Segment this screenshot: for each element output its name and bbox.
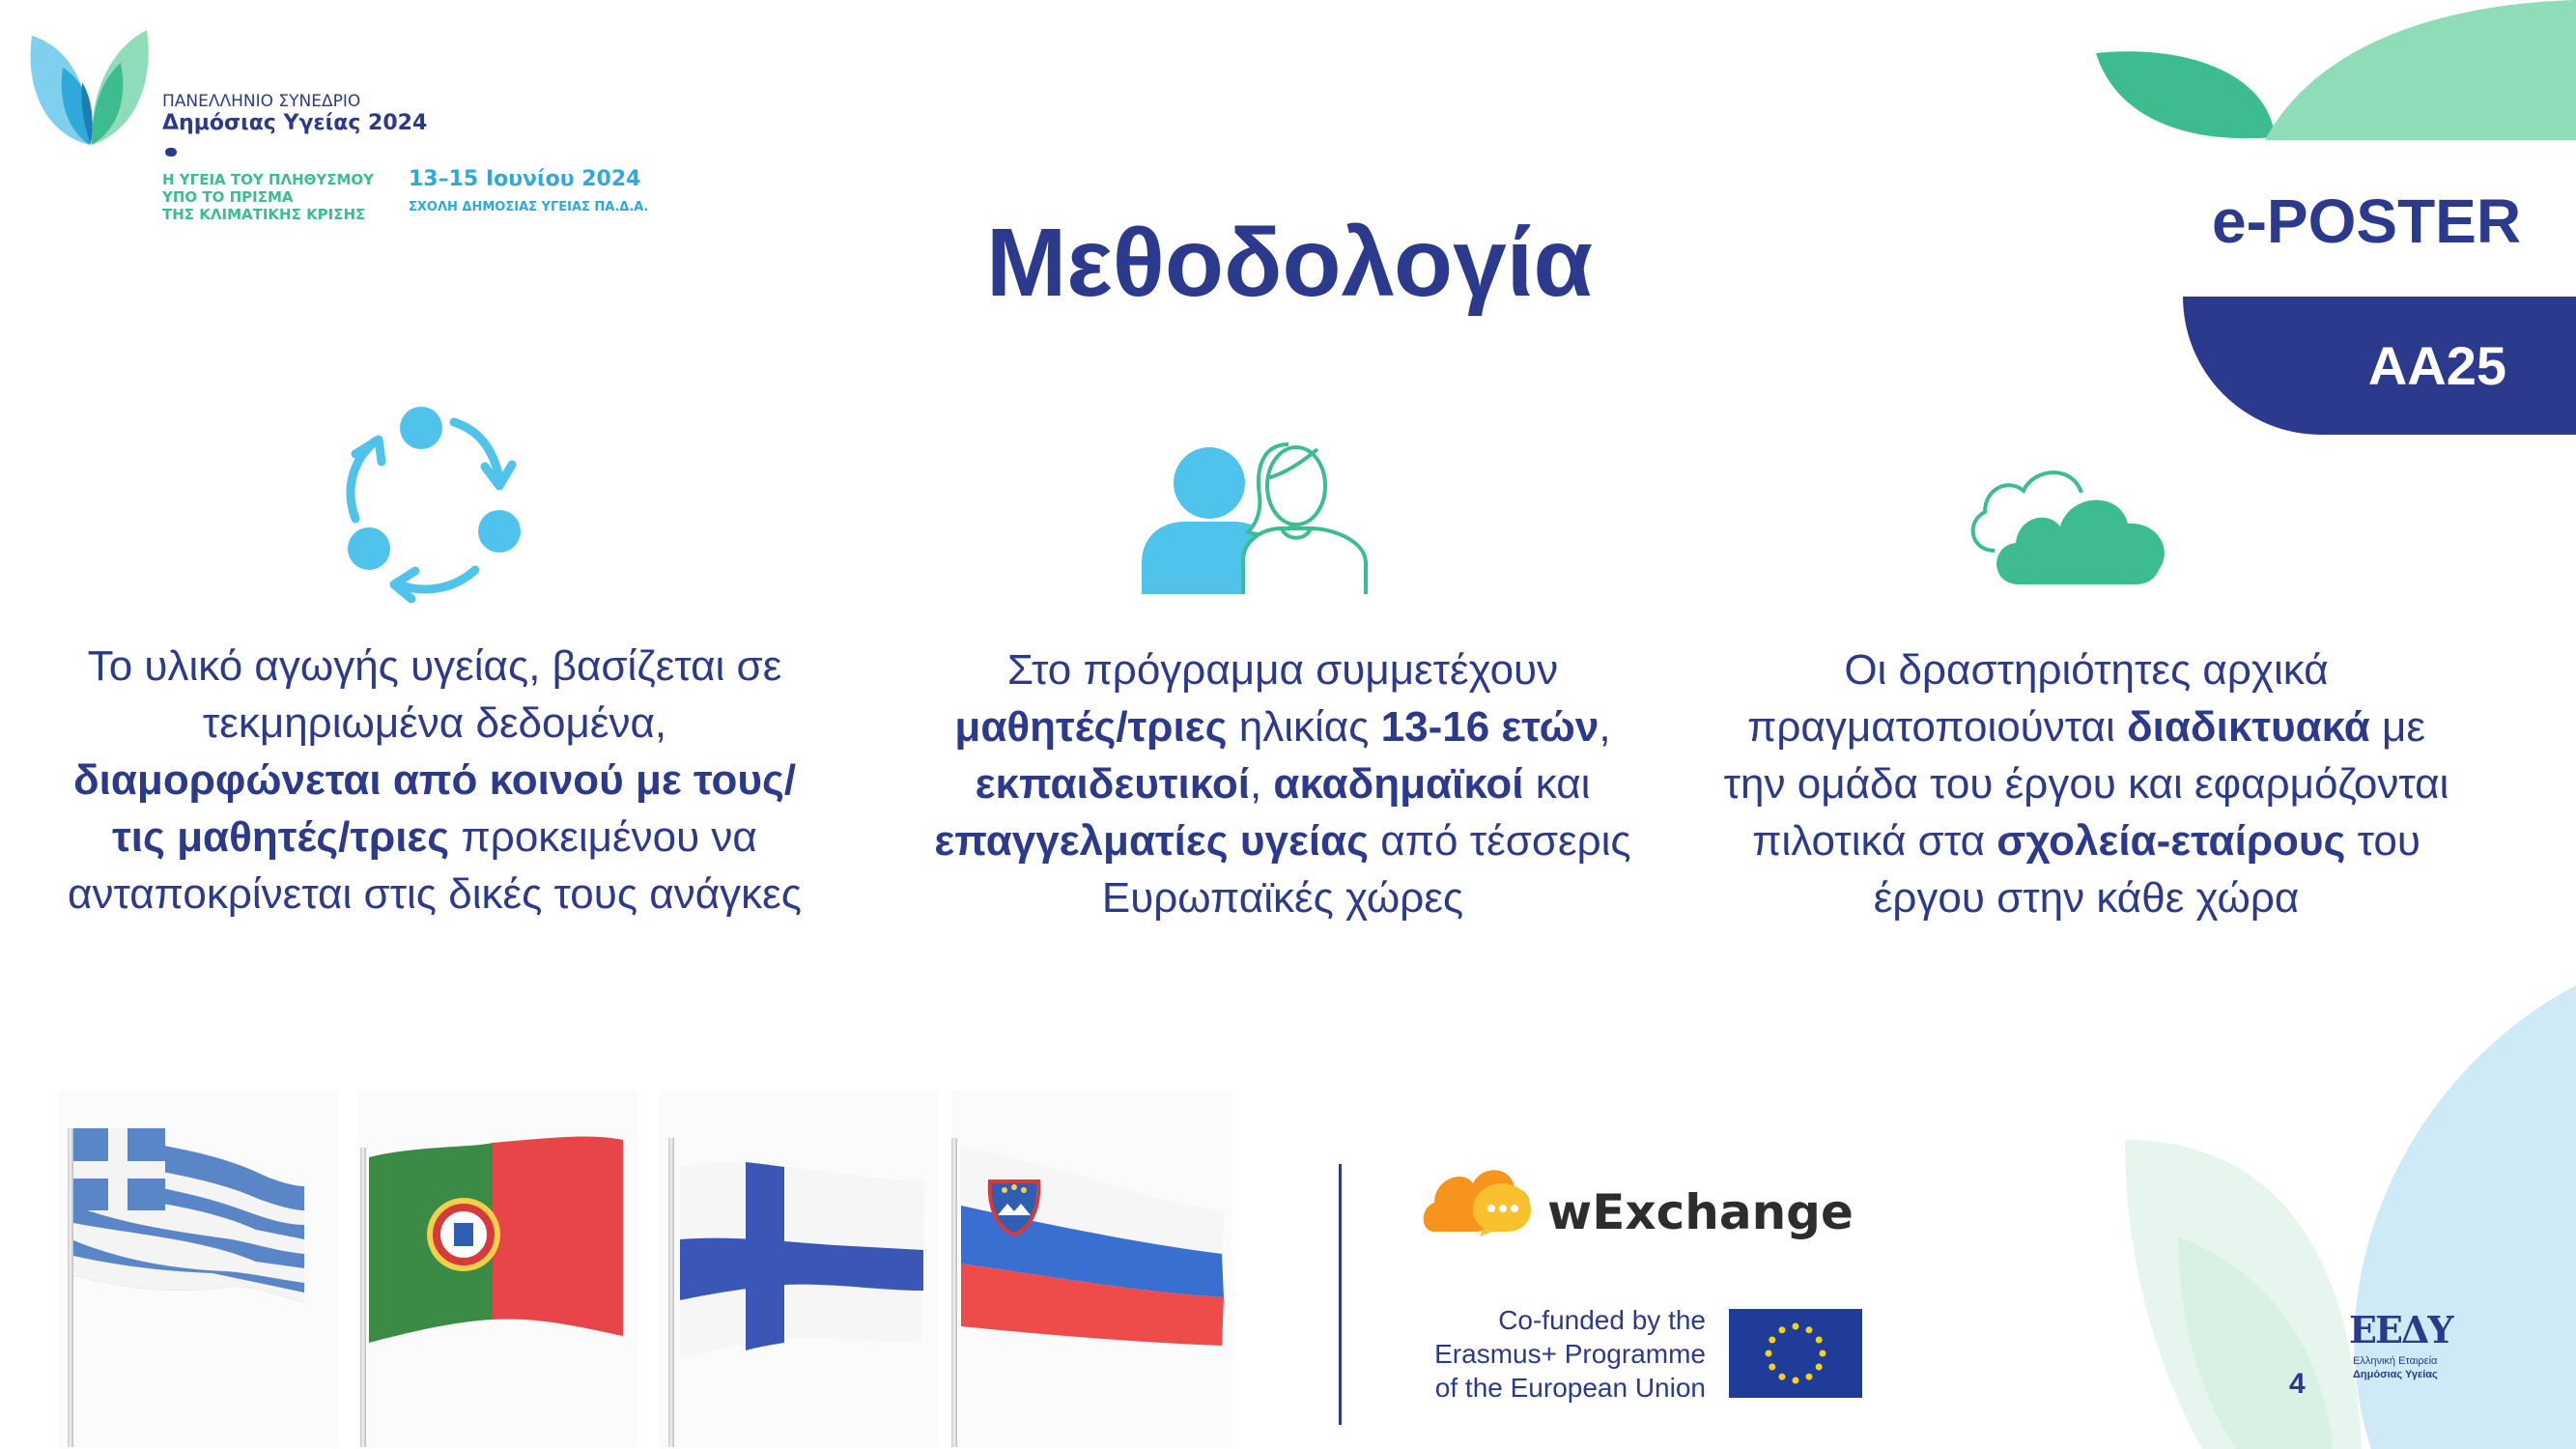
vertical-divider — [1339, 1164, 1342, 1425]
eu-star-icon — [1769, 1364, 1775, 1371]
greece-flag — [58, 1090, 338, 1447]
eu-star-icon — [1820, 1350, 1826, 1357]
eu-star-icon — [1816, 1337, 1823, 1344]
emphasis-text: διαμορφώνεται από κοινού με τους/τις μαθητές/τριες — [72, 756, 797, 861]
eu-star-icon — [1769, 1337, 1775, 1344]
conference-dates: 13–15 Ιουνίου 2024 — [409, 167, 641, 191]
eposter-code: ΑΑ25 — [2367, 335, 2506, 396]
society-name-line1: Ελληνική Εταιρεία — [2353, 1355, 2438, 1367]
eu-star-icon — [1816, 1364, 1823, 1371]
page-title: Μεθοδολογία — [986, 209, 1593, 317]
body-text: και — [1523, 760, 1591, 808]
wexchange-logo-icon — [1420, 1154, 1536, 1236]
eu-star-icon — [1806, 1326, 1813, 1333]
society-logo — [2347, 1309, 2463, 1386]
conference-logo — [24, 24, 662, 227]
funding-line-1: Co-funded by the — [1498, 1305, 1706, 1335]
people-icon — [1142, 440, 1373, 594]
conference-venue: ΣΧΟΛΗ ΔΗΜΟΣΙΑΣ ΥΓΕΙΑΣ ΠΑ.Δ.Α. — [409, 200, 649, 214]
emphasis-text: σχολεία-εταίρους — [1996, 817, 2346, 865]
methodology-text-2 — [916, 641, 1650, 926]
eu-flag-icon — [1729, 1309, 1862, 1398]
theme-line-2: ΥΠΟ ΤΟ ΠΡΙΣΜΑ — [162, 188, 294, 206]
page-number: 4 — [2289, 1368, 2306, 1400]
emphasis-text: 13-16 ετών — [1380, 703, 1599, 751]
methodology-text-3 — [1719, 641, 2453, 926]
emphasis-text: ακαδημαϊκοί — [1273, 760, 1524, 808]
body-text: από τέσσερις Ευρωπαϊκές χώρες — [1101, 817, 1631, 922]
cycle-icon — [338, 401, 531, 604]
finland-flag — [659, 1090, 939, 1447]
emphasis-text: διαδικτυακά — [2126, 703, 2370, 751]
body-text: με την ομάδα του έργου και εφαρμόζονται πιλοτικά στα — [1723, 703, 2449, 865]
eu-star-icon — [1766, 1350, 1772, 1357]
eposter-label: e-POSTER — [2212, 186, 2522, 256]
funding-line-3: of the European Union — [1434, 1373, 1706, 1403]
dot-divider — [165, 148, 177, 156]
top-right-leaf-decoration — [2077, 0, 2576, 145]
eu-star-icon — [1779, 1374, 1786, 1380]
leaf-logo-icon — [24, 24, 155, 150]
body-text: ηλικίας — [1227, 703, 1381, 751]
body-text: , — [1249, 760, 1274, 808]
emphasis-text: εκπαιδευτικοί — [975, 760, 1250, 808]
funding-line-2: Erasmus+ Programme — [1434, 1339, 1706, 1369]
theme-line-1: Η ΥΓΕΙΑ ΤΟΥ ΠΛΗΘΥΣΜΟΥ — [162, 171, 375, 188]
emphasis-text: επαγγελματίες υγείας — [934, 817, 1369, 865]
eu-star-icon — [1779, 1326, 1786, 1333]
eposter-code-badge — [2183, 297, 2576, 435]
body-text: Οι δραστηριότητες αρχικά πραγματοποιούνται — [1747, 646, 2329, 751]
eu-star-icon — [1806, 1374, 1813, 1380]
eu-star-icon — [1793, 1323, 1799, 1330]
body-text: προκειμένου να ανταποκρίνεται στις δικές τους ανάγκες — [68, 813, 802, 918]
society-name-line2: Δημόσιας Υγείας — [2353, 1369, 2438, 1380]
cloud-icon — [1966, 454, 2178, 589]
society-logo-mark: ΕΕΔΥ — [2349, 1308, 2452, 1351]
eu-star-icon — [1793, 1378, 1799, 1384]
slovenia-flag — [951, 1090, 1231, 1447]
conference-name-line2: Δημόσιας Υγείας 2024 — [162, 111, 428, 135]
theme-line-3: ΤΗΣ ΚΛΙΜΑΤΙΚΗΣ ΚΡΙΣΗΣ — [162, 206, 366, 223]
body-text: Το υλικό αγωγής υγείας, βασίζεται σε τεκμηριωμένα δεδομένα, — [87, 642, 782, 747]
body-text: του έργου στην κάθε χώρα — [1873, 817, 2420, 922]
body-text: , — [1599, 703, 1611, 751]
emphasis-text: μαθητές/τριες — [954, 703, 1228, 751]
conference-name-line1: ΠΑΝΕΛΛΗΝΙΟ ΣΥΝΕΔΡΙΟ — [162, 92, 361, 111]
methodology-text-1 — [68, 638, 802, 923]
portugal-flag — [357, 1090, 637, 1447]
body-text: Στο πρόγραμμα συμμετέχουν — [1006, 646, 1559, 694]
wexchange-name: wExchange — [1547, 1184, 1854, 1240]
